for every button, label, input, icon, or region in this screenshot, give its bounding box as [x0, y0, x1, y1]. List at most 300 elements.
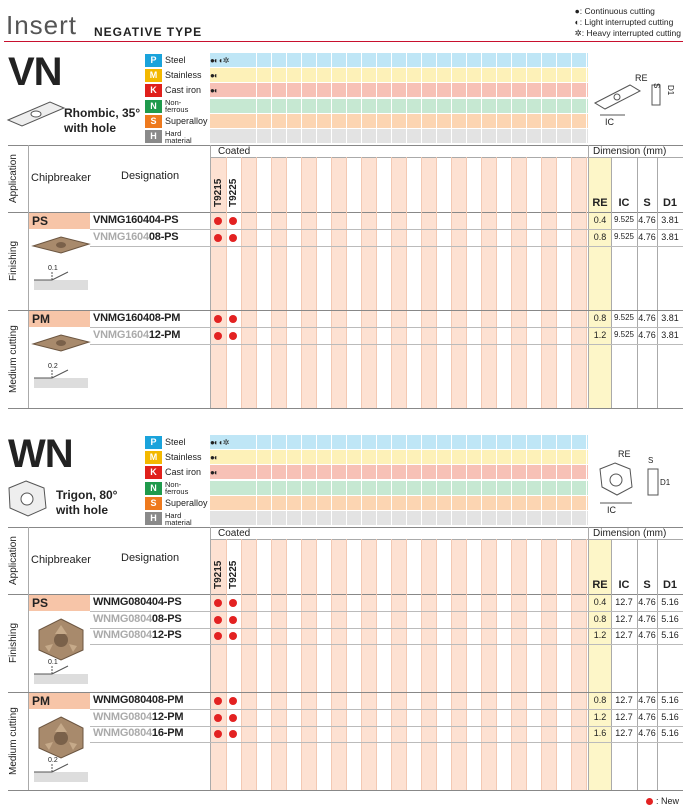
dim-re-value: 0.4 [593, 215, 607, 225]
material-band-k [210, 83, 588, 97]
dim-re-value: 0.4 [593, 597, 607, 607]
band-gridline [586, 83, 587, 97]
insert-photo-icon [31, 616, 91, 662]
column-divider [611, 157, 612, 408]
designation-base: WNMG0804 [93, 727, 152, 739]
material-band-n [210, 481, 588, 495]
coated-header: Coated [218, 528, 251, 539]
material-name: Non- ferrous [165, 480, 189, 497]
band-gridline [286, 496, 287, 510]
insert-photo-icon [31, 714, 91, 760]
band-gridline [436, 435, 437, 449]
dim-d1-value: 3.81 [661, 329, 679, 340]
band-gridline [511, 511, 512, 525]
band-gridline [286, 114, 287, 128]
band-gridline [541, 53, 542, 67]
column-divider [611, 539, 612, 790]
depth-of-cut-diagram [32, 662, 90, 686]
re-column-highlight [589, 539, 611, 790]
band-gridline [256, 114, 257, 128]
table-top-border [8, 527, 683, 528]
grade-t9215: T9215 [213, 560, 224, 589]
band-gridline [466, 53, 467, 67]
band-gridline [271, 53, 272, 67]
band-gridline [301, 435, 302, 449]
grade-column-stripe [571, 157, 586, 408]
band-gridline [331, 68, 332, 82]
band-gridline [391, 99, 392, 113]
band-gridline [361, 511, 362, 525]
material-row-k [145, 83, 240, 98]
band-gridline [346, 83, 347, 97]
band-gridline [436, 481, 437, 495]
band-gridline [256, 53, 257, 67]
band-gridline [406, 114, 407, 128]
availability-dot-t9215 [214, 730, 222, 738]
band-gridline [481, 68, 482, 82]
material-row-k [145, 465, 240, 480]
dim-ic-value: 12.7 [615, 695, 633, 705]
band-gridline [421, 53, 422, 67]
designation-cell[interactable] [93, 694, 183, 706]
band-gridline [286, 465, 287, 479]
band-gridline [421, 68, 422, 82]
band-gridline [391, 114, 392, 128]
availability-dot-t9225 [229, 730, 237, 738]
material-row-n [145, 99, 240, 114]
new-legend: : New [646, 796, 679, 806]
grade-column-stripe [511, 157, 526, 408]
band-gridline [421, 481, 422, 495]
band-gridline [526, 83, 527, 97]
band-gridline [526, 129, 527, 143]
dimension-divider [589, 539, 683, 540]
dim-d1-value: 3.81 [661, 313, 679, 323]
grade-gridline [361, 539, 362, 790]
designation-cell[interactable] [93, 231, 178, 243]
rhombic-insert-icon [6, 96, 66, 136]
material-band-s [210, 496, 588, 510]
row-separator [90, 742, 683, 743]
band-gridline [316, 83, 317, 97]
band-gridline [376, 53, 377, 67]
column-divider [210, 145, 211, 408]
band-gridline [556, 129, 557, 143]
band-gridline [466, 68, 467, 82]
application-medium-cutting: Medium cutting [8, 325, 19, 393]
band-gridline [391, 435, 392, 449]
band-gridline [481, 511, 482, 525]
band-gridline [511, 465, 512, 479]
band-gridline [376, 465, 377, 479]
material-name: Hard material [165, 510, 192, 527]
chipbreaker-header: Chipbreaker [31, 554, 91, 566]
band-gridline [541, 450, 542, 464]
dim-header-s: S [643, 579, 651, 591]
band-gridline [391, 83, 392, 97]
band-gridline [586, 481, 587, 495]
vn-shape-label: Rhombic, 35° [64, 106, 141, 120]
band-gridline [541, 83, 542, 97]
grade-column-stripe [241, 157, 256, 408]
coated-divider [211, 157, 588, 158]
band-gridline [346, 496, 347, 510]
grade-gridline [346, 539, 347, 790]
band-gridline [526, 99, 527, 113]
dim-s-value: 4.76 [638, 597, 656, 607]
availability-dot-t9215 [214, 217, 222, 225]
designation-cell[interactable] [93, 727, 183, 739]
band-gridline [346, 435, 347, 449]
grade-column-stripe [361, 539, 376, 790]
band-gridline [361, 114, 362, 128]
grade-gridline [451, 539, 452, 790]
designation-cell[interactable] [93, 312, 180, 324]
vn-dimension-diagram [590, 63, 685, 133]
band-gridline [346, 68, 347, 82]
band-gridline [391, 450, 392, 464]
band-gridline [256, 68, 257, 82]
column-divider [210, 527, 211, 790]
insert-photo-icon [31, 332, 91, 354]
grade-gridline [466, 157, 467, 408]
grade-gridline [376, 539, 377, 790]
band-gridline [271, 435, 272, 449]
band-gridline [406, 496, 407, 510]
dim-s-value: 4.76 [638, 329, 656, 340]
band-gridline [301, 129, 302, 143]
band-gridline [586, 53, 587, 67]
dim-d1-value: 5.16 [661, 613, 679, 624]
band-gridline [526, 435, 527, 449]
band-gridline [301, 511, 302, 525]
designation-header: Designation [121, 552, 180, 564]
grade-t9225: T9225 [228, 560, 239, 589]
grade-gridline [391, 539, 392, 790]
band-gridline [541, 481, 542, 495]
band-gridline [436, 465, 437, 479]
grade-column-stripe [511, 539, 526, 790]
band-gridline [511, 435, 512, 449]
band-gridline [346, 129, 347, 143]
band-gridline [481, 465, 482, 479]
band-gridline [331, 481, 332, 495]
dim-s-value: 4.76 [638, 613, 656, 624]
svg-text:RE: RE [618, 449, 631, 459]
dim-re-value: 0.8 [593, 231, 607, 242]
availability-dot-t9215 [214, 632, 222, 640]
band-gridline [436, 114, 437, 128]
band-gridline [406, 465, 407, 479]
designation-text: WNMG080404-PS [93, 596, 182, 608]
depth-label: 0.2 [48, 757, 58, 764]
availability-dot-t9215 [214, 332, 222, 340]
material-name: Steel [165, 437, 186, 447]
material-band-h [210, 511, 588, 525]
grade-column-stripe [331, 539, 346, 790]
band-gridline [376, 99, 377, 113]
grade-gridline [286, 157, 287, 408]
band-gridline [466, 435, 467, 449]
band-gridline [361, 435, 362, 449]
band-gridline [376, 68, 377, 82]
column-divider [588, 145, 589, 408]
band-gridline [526, 68, 527, 82]
band-gridline [421, 450, 422, 464]
band-gridline [466, 129, 467, 143]
band-gridline [406, 435, 407, 449]
designation-cell[interactable] [93, 214, 178, 226]
band-gridline [496, 465, 497, 479]
band-gridline [286, 129, 287, 143]
grade-column-stripe [451, 539, 466, 790]
band-gridline [316, 68, 317, 82]
group-divider [8, 692, 683, 693]
band-gridline [346, 99, 347, 113]
band-gridline [316, 481, 317, 495]
dim-d1-value: 5.16 [661, 695, 679, 705]
coated-divider [211, 539, 588, 540]
depth-label: 0.1 [48, 265, 58, 272]
grade-gridline [481, 157, 482, 408]
grade-column-stripe [541, 539, 556, 790]
dimension-header: Dimension (mm) [593, 528, 667, 539]
grade-column-stripe [421, 539, 436, 790]
grade-gridline [226, 157, 227, 408]
band-gridline [361, 481, 362, 495]
svg-text:RE: RE [635, 73, 648, 83]
legend-heavy-interrupted: ✲: Heavy interrupted cutting [574, 28, 681, 38]
band-gridline [466, 481, 467, 495]
material-band-p [210, 53, 588, 67]
row-separator [90, 344, 683, 345]
material-code: N [145, 100, 162, 113]
designation-cell[interactable] [93, 629, 182, 641]
header-divider [4, 41, 683, 42]
band-gridline [556, 53, 557, 67]
band-gridline [361, 99, 362, 113]
band-gridline [466, 83, 467, 97]
band-gridline [406, 83, 407, 97]
depth-label: 0.1 [48, 659, 58, 666]
dim-s-value: 4.76 [638, 695, 656, 705]
grade-gridline [271, 539, 272, 790]
availability-dot-t9215 [214, 315, 222, 323]
band-gridline [541, 68, 542, 82]
grade-t9215: T9215 [213, 178, 224, 207]
band-gridline [496, 83, 497, 97]
band-gridline [271, 99, 272, 113]
page-title: Insert [6, 10, 78, 40]
dimension-divider [589, 157, 683, 158]
band-gridline [436, 129, 437, 143]
grade-t9225: T9225 [228, 178, 239, 207]
grade-gridline [436, 157, 437, 408]
band-gridline [391, 53, 392, 67]
band-gridline [331, 465, 332, 479]
band-gridline [301, 481, 302, 495]
band-gridline [346, 53, 347, 67]
band-gridline [286, 450, 287, 464]
band-gridline [316, 53, 317, 67]
band-gridline [256, 465, 257, 479]
dim-d1-value: 5.16 [661, 630, 679, 640]
band-gridline [331, 435, 332, 449]
dim-header-d1: D1 [662, 197, 678, 209]
designation-cell[interactable] [93, 596, 182, 608]
grade-gridline [256, 157, 257, 408]
band-gridline [256, 435, 257, 449]
band-gridline [316, 496, 317, 510]
dim-ic-value: 12.7 [615, 711, 633, 722]
band-gridline [256, 496, 257, 510]
table-top-border [8, 145, 683, 146]
cutting-condition-symbols: ●◐ [210, 453, 218, 463]
material-name: Superalloy [165, 115, 208, 126]
dim-d1-value: 5.16 [661, 711, 679, 722]
grade-gridline [286, 539, 287, 790]
material-code: P [145, 54, 162, 67]
band-gridline [526, 450, 527, 464]
band-gridline [391, 129, 392, 143]
band-gridline [421, 129, 422, 143]
table-bottom-border [8, 408, 683, 409]
band-gridline [571, 465, 572, 479]
column-divider [28, 145, 29, 408]
grade-gridline [361, 157, 362, 408]
band-gridline [406, 53, 407, 67]
application-finishing: Finishing [8, 240, 19, 282]
band-gridline [571, 481, 572, 495]
band-gridline [481, 450, 482, 464]
material-code: N [145, 482, 162, 495]
grade-gridline [571, 157, 572, 408]
designation-cell[interactable] [93, 329, 180, 341]
band-gridline [466, 511, 467, 525]
grade-gridline [376, 157, 377, 408]
band-gridline [301, 68, 302, 82]
band-gridline [421, 511, 422, 525]
material-band-p [210, 435, 588, 449]
vn-shape-label-2: with hole [64, 121, 116, 135]
band-gridline [496, 435, 497, 449]
band-gridline [526, 496, 527, 510]
band-gridline [541, 129, 542, 143]
band-gridline [511, 496, 512, 510]
dim-ic-value: 12.7 [615, 613, 633, 624]
grade-column-stripe [331, 157, 346, 408]
band-gridline [316, 114, 317, 128]
material-code: H [145, 512, 162, 525]
band-gridline [436, 450, 437, 464]
band-gridline [511, 129, 512, 143]
material-band-h [210, 129, 588, 143]
band-gridline [331, 450, 332, 464]
dim-s-value: 4.76 [638, 313, 656, 323]
dim-d1-value: 3.81 [661, 215, 679, 225]
designation-suffix: 12-PM [151, 710, 184, 723]
band-gridline [406, 450, 407, 464]
grade-gridline [436, 539, 437, 790]
band-gridline [451, 99, 452, 113]
material-code: P [145, 436, 162, 449]
svg-text:D1: D1 [666, 85, 675, 96]
grade-gridline [526, 539, 527, 790]
band-gridline [586, 68, 587, 82]
band-gridline [466, 114, 467, 128]
band-gridline [436, 68, 437, 82]
band-gridline [286, 83, 287, 97]
dim-header-s: S [643, 197, 651, 209]
dim-re-value: 0.8 [593, 613, 607, 624]
dim-header-d1: D1 [662, 579, 678, 591]
dim-s-value: 4.76 [638, 231, 656, 242]
band-gridline [256, 450, 257, 464]
band-gridline [511, 450, 512, 464]
material-row-p [145, 53, 240, 68]
new-dot-icon [646, 798, 653, 805]
band-gridline [331, 129, 332, 143]
dim-d1-value: 5.16 [661, 597, 679, 607]
grade-gridline [526, 157, 527, 408]
band-gridline [316, 465, 317, 479]
band-gridline [361, 496, 362, 510]
band-gridline [526, 481, 527, 495]
grade-gridline [391, 157, 392, 408]
band-gridline [331, 511, 332, 525]
designation-cell[interactable] [93, 711, 183, 723]
band-gridline [586, 114, 587, 128]
grade-gridline [406, 539, 407, 790]
band-gridline [511, 83, 512, 97]
band-gridline [451, 465, 452, 479]
row-separator [90, 644, 683, 645]
band-gridline [391, 511, 392, 525]
depth-of-cut-diagram [32, 366, 90, 390]
band-gridline [556, 114, 557, 128]
band-gridline [556, 496, 557, 510]
grade-gridline [541, 539, 542, 790]
band-gridline [451, 435, 452, 449]
grade-gridline [586, 539, 587, 790]
band-gridline [406, 68, 407, 82]
band-gridline [421, 465, 422, 479]
band-gridline [586, 465, 587, 479]
grade-gridline [481, 539, 482, 790]
band-gridline [436, 83, 437, 97]
grade-gridline [496, 539, 497, 790]
designation-cell[interactable] [93, 613, 182, 625]
dim-ic-value: 12.7 [615, 630, 633, 640]
band-gridline [271, 511, 272, 525]
band-gridline [331, 99, 332, 113]
wn-dimension-diagram [590, 445, 685, 515]
grade-gridline [421, 539, 422, 790]
cutting-condition-symbols: ●◐ [210, 468, 218, 478]
band-gridline [541, 511, 542, 525]
material-code: S [145, 497, 162, 510]
band-gridline [361, 53, 362, 67]
grade-gridline [301, 157, 302, 408]
band-gridline [526, 114, 527, 128]
band-gridline [406, 99, 407, 113]
material-name: Stainless [165, 452, 202, 463]
band-gridline [376, 83, 377, 97]
row-separator [90, 229, 683, 230]
grade-gridline [241, 157, 242, 408]
grade-column-stripe [571, 539, 586, 790]
band-gridline [496, 450, 497, 464]
